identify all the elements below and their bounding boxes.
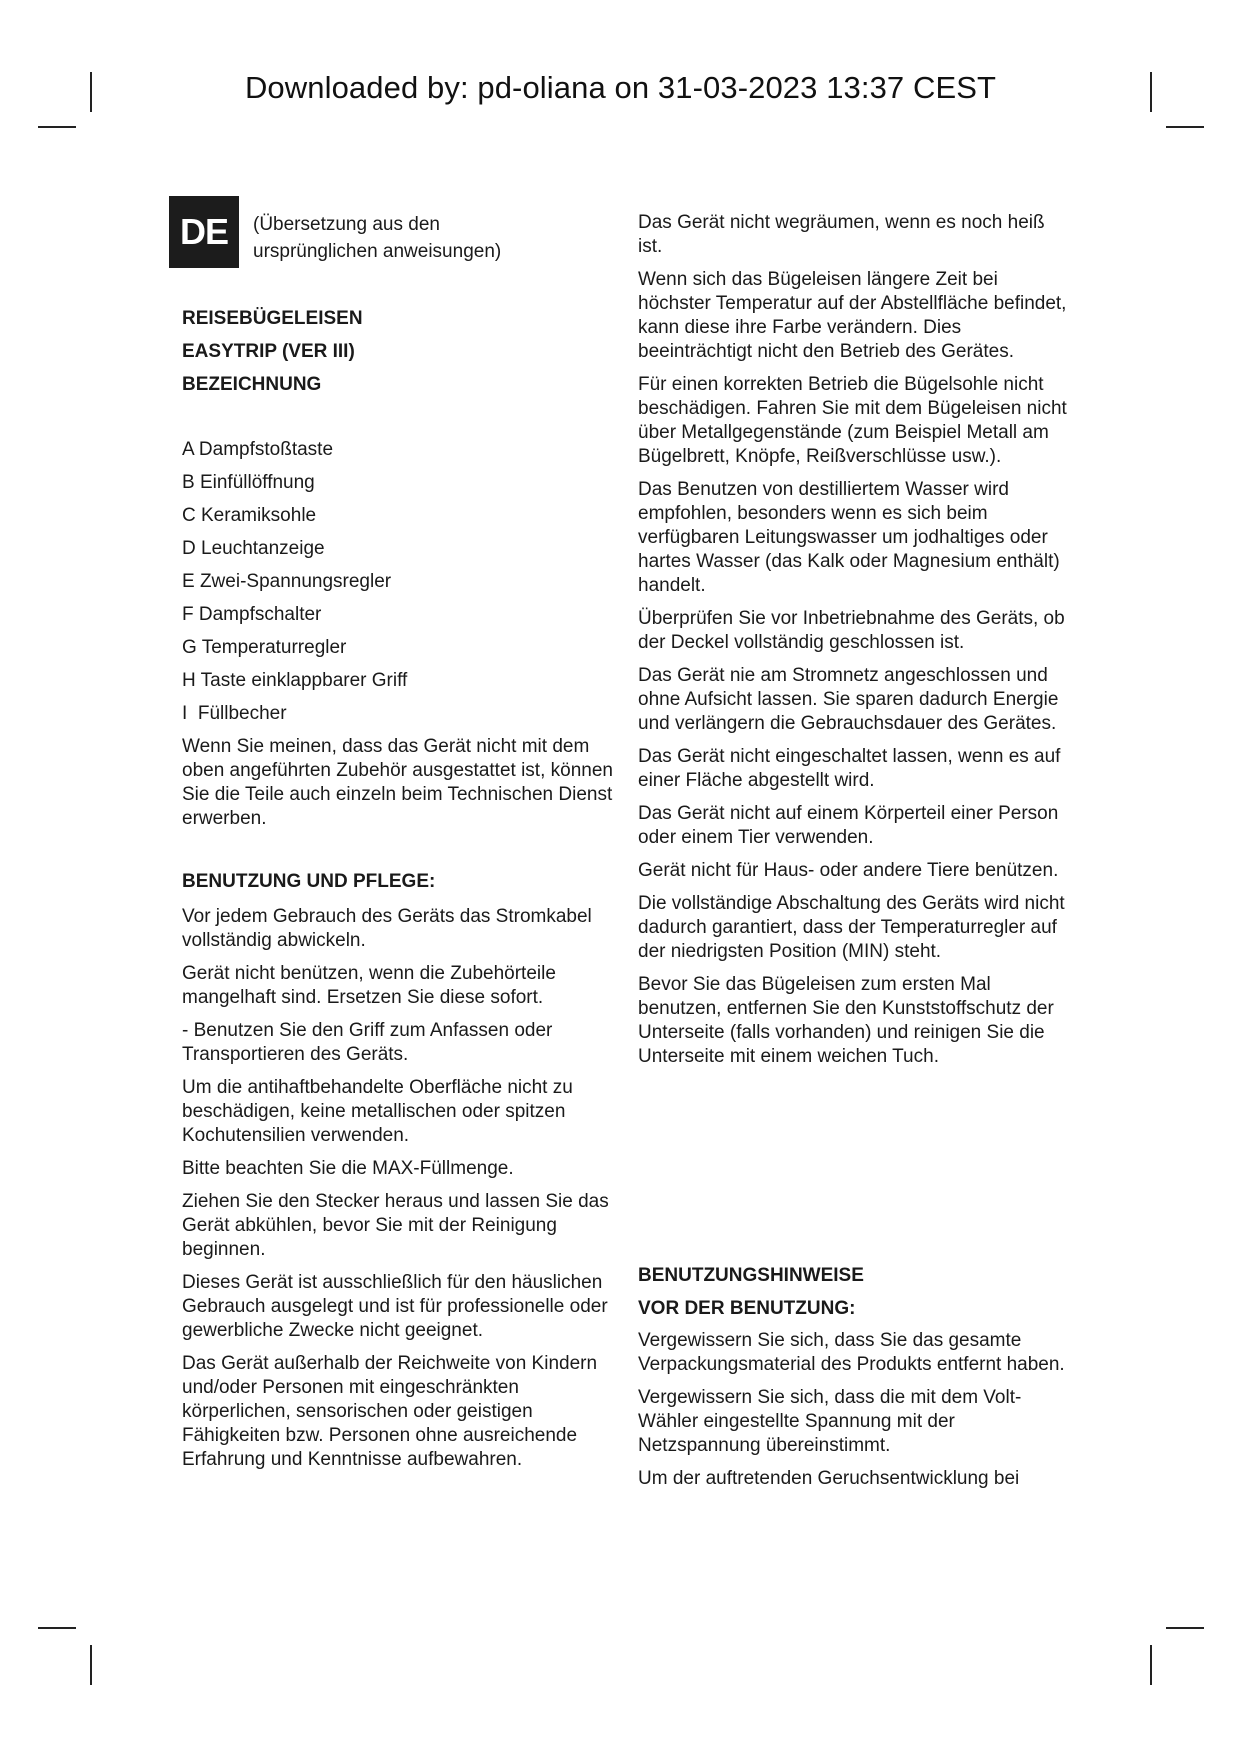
- usage-paragraph: Gerät nicht benützen, wenn die Zubehörteile mangelhaft sind. Ersetzen Sie diese sofort.: [182, 963, 556, 1008]
- right-paragraph: Das Gerät nicht auf einem Körperteil einer Person oder einem Tier verwenden.: [638, 803, 1059, 848]
- parts-list-item: G Temperaturregler: [182, 637, 347, 658]
- usage-paragraph: Dieses Gerät ist ausschließlich für den häuslichen Gebrauch ausgelegt und ist für professionelle oder gewerbliche Zwecke nicht geeignet.: [182, 1272, 608, 1341]
- right-column: [638, 211, 1068, 1078]
- usage-paragraph: Vor jedem Gebrauch des Geräts das Stromkabel vollständig abwickeln.: [182, 906, 592, 951]
- crop-mark-bottom-left: [90, 1645, 92, 1685]
- section-heading-designation: BEZEICHNUNG: [182, 374, 322, 395]
- hints-paragraph: Vergewissern Sie sich, dass Sie das gesamte Verpackungsmaterial des Produkts entfernt haben.: [638, 1330, 1065, 1375]
- right-paragraph: Für einen korrekten Betrieb die Bügelsohle nicht beschädigen. Fahren Sie mit dem Bügeleisen nicht über Metallgegenstände (zum Beispiel Metall am Bügelbrett, Knöpfe, Reißverschlüsse usw.).: [638, 374, 1067, 467]
- parts-list-item: E Zwei-Spannungsregler: [182, 571, 392, 592]
- usage-paragraph: Ziehen Sie den Stecker heraus und lassen Sie das Gerät abkühlen, bevor Sie mit der Reinigung beginnen.: [182, 1191, 609, 1260]
- parts-list-item: A Dampfstoßtaste: [182, 439, 334, 460]
- right-paragraph: Bevor Sie das Bügeleisen zum ersten Mal benutzen, entfernen Sie den Kunststoffschutz der Unterseite (falls vorhanden) und reinigen Sie die Unterseite mit einem weichen Tuch.: [638, 974, 1054, 1067]
- translation-note-line: ursprünglichen anweisungen): [253, 241, 502, 262]
- hints-heading: BENUTZUNGSHINWEISE: [638, 1265, 864, 1286]
- parts-list-item: F Dampfschalter: [182, 604, 322, 625]
- usage-paragraph: Bitte beachten Sie die MAX-Füllmenge.: [182, 1158, 514, 1179]
- language-badge: DE: [169, 196, 239, 268]
- right-paragraph: Die vollständige Abschaltung des Geräts wird nicht dadurch garantiert, dass der Temperaturregler auf der niedrigsten Position (MIN) steht.: [638, 893, 1065, 962]
- translation-note-line: (Übersetzung aus den: [253, 214, 440, 235]
- hints-paragraph: Vergewissern Sie sich, dass die mit dem Volt-Wähler eingestellte Spannung mit der Netzspannung übereinstimmt.: [638, 1387, 1022, 1456]
- crop-mark-bottom-right: [1150, 1645, 1152, 1685]
- right-paragraph: Das Benutzen von destilliertem Wasser wird empfohlen, besonders wenn es sich beim verfügbaren Leitungswasser um jodhaltiges oder hartes Wasser (das Kalk oder Magnesium enthält) handelt.: [638, 479, 1060, 596]
- title-block: [182, 302, 363, 401]
- right-paragraph: Das Gerät nie am Stromnetz angeschlossen und ohne Aufsicht lassen. Sie sparen dadurch Energie und verlängern die Gebrauchsdauer des Gerätes.: [638, 665, 1059, 734]
- hints-paragraph: Um der auftretenden Geruchsentwicklung bei: [638, 1468, 1020, 1489]
- parts-list-item: D Leuchtanzeige: [182, 538, 325, 559]
- right-paragraph: Das Gerät nicht eingeschaltet lassen, wenn es auf einer Fläche abgestellt wird.: [638, 746, 1061, 791]
- parts-list-item: H Taste einklappbarer Griff: [182, 670, 408, 691]
- accessory-note: Wenn Sie meinen, dass das Gerät nicht mit dem oben angeführten Zubehör ausgestattet ist, können Sie die Teile auch einzeln beim Technischen Dienst erwerben.: [182, 736, 613, 829]
- usage-paragraph: Um die antihaftbehandelte Oberfläche nicht zu beschädigen, keine metallischen oder spitzen Kochutensilien verwenden.: [182, 1077, 573, 1146]
- download-note: Downloaded by: pd-oliana on 31-03-2023 13:37 CEST: [244, 70, 997, 105]
- hints-heading-block: [638, 1259, 864, 1325]
- right-paragraph: Überprüfen Sie vor Inbetriebnahme des Geräts, ob der Deckel vollständig geschlossen ist.: [638, 608, 1065, 653]
- usage-paragraph: Das Gerät außerhalb der Reichweite von Kindern und/oder Personen mit eingeschränkten körperlichen, sensorischen oder geistigen Fähigkeiten bzw. Personen ohne ausreichende Erfahrung und Kenntnisse aufbewahren.: [182, 1353, 598, 1470]
- usage-heading: BENUTZUNG UND PFLEGE:: [182, 871, 436, 892]
- parts-list-item: I Füllbecher: [182, 703, 287, 724]
- right-paragraph: Gerät nicht für Haus- oder andere Tiere benützen.: [638, 860, 1059, 881]
- crop-mark-bottom-right-h: [1166, 1627, 1204, 1629]
- crop-mark-bottom-left-h: [38, 1627, 76, 1629]
- crop-mark-top-right-h: [1166, 126, 1204, 128]
- usage-paragraph: - Benutzen Sie den Griff zum Anfassen oder Transportieren des Geräts.: [182, 1020, 553, 1065]
- product-model: EASYTRIP (VER III): [182, 341, 355, 362]
- right-paragraph: Wenn sich das Bügeleisen längere Zeit bei höchster Temperatur auf der Abstellfläche befindet, kann diese ihre Farbe verändern. Dies beeinträchtigt nicht den Betrieb des Gerätes.: [638, 269, 1067, 362]
- parts-list-item: B Einfüllöffnung: [182, 472, 315, 493]
- before-use-heading: VOR DER BENUTZUNG:: [638, 1298, 856, 1319]
- product-title: REISEBÜGELEISEN: [182, 308, 363, 329]
- parts-list: [182, 433, 407, 730]
- accessory-note-block: [182, 735, 622, 840]
- hints-section: [638, 1329, 1068, 1500]
- crop-mark-top-left-h: [38, 126, 76, 128]
- translation-note: [253, 211, 553, 265]
- right-paragraph: Das Gerät nicht wegräumen, wenn es noch heiß ist.: [638, 212, 1045, 257]
- usage-section: [182, 905, 627, 1481]
- parts-list-item: C Keramiksohle: [182, 505, 317, 526]
